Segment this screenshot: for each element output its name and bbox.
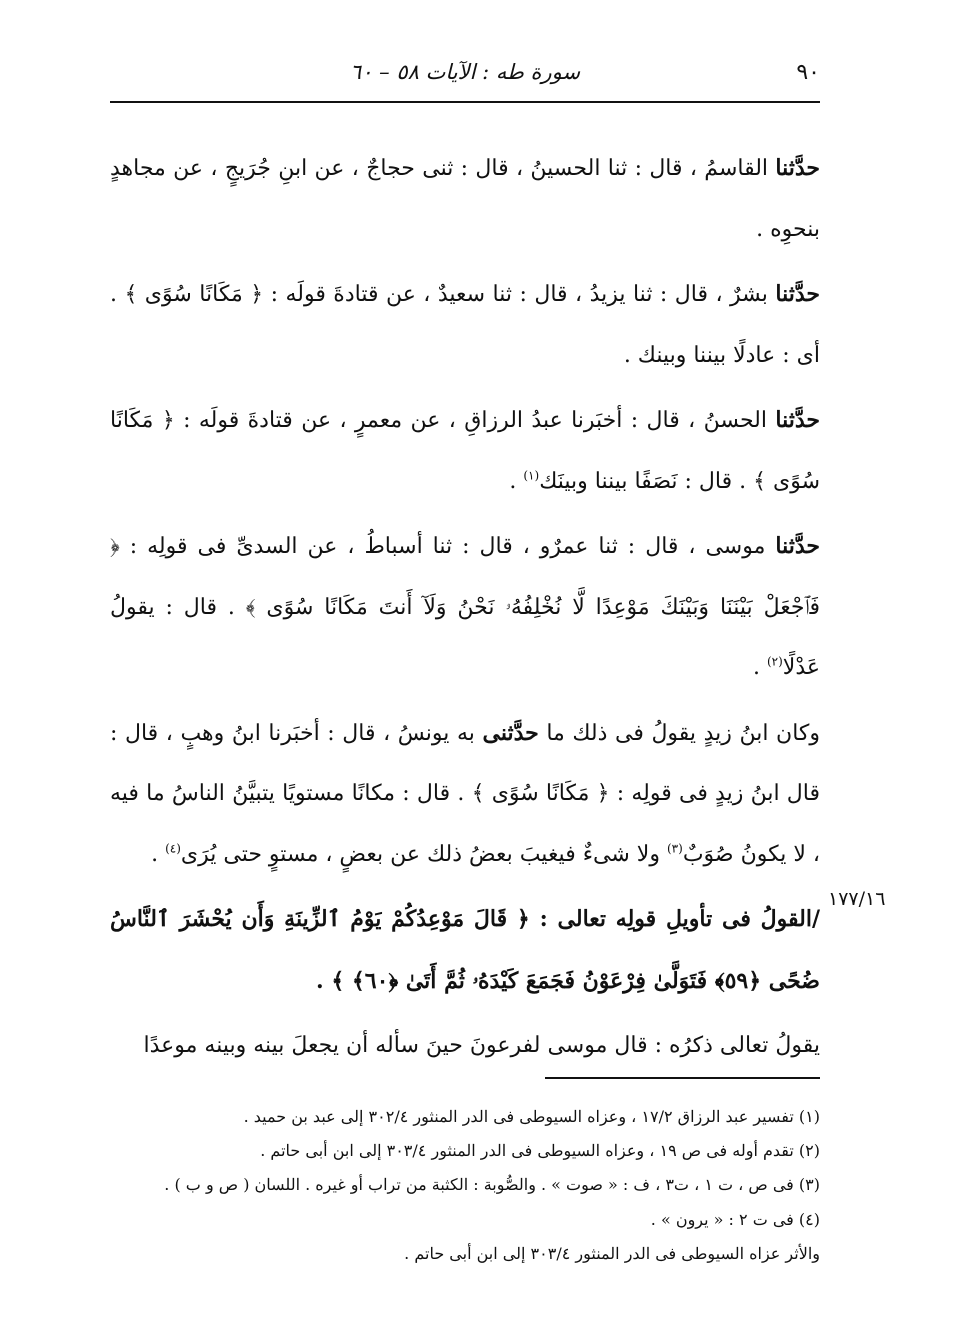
running-header [110,60,820,96]
header-rule [110,101,820,103]
isnad-lead: حدَّثنى [482,719,539,746]
paragraph-text: يقولُ تعالى ذكرُه : قال موسى لفرعونَ حينَ سأله أن يجعلَ بينه وبينه موعدًا [143,1033,820,1058]
paragraph-text: بشرٌ ، قال : ثنا يزيدُ ، قال : ثنا سعيدٌ ، عن قتادةَ قولَه : ﴿ مَكَانًا سُوًى ﴾ . أى : عادلًا بيننا وبينك . [110,282,820,368]
paragraph-7 [110,1016,820,1077]
page-number: ٩٠ [796,60,820,85]
paragraph-5 [110,703,820,886]
paragraph-pre: وكان ابنُ زيدٍ يقولُ فى ذلك ما [538,720,821,746]
footnotes [110,1100,820,1271]
isnad-lead: حدَّثنا [775,281,820,307]
paragraph-tail: . [752,655,767,680]
main-text [110,138,820,1077]
isnad-lead: حدَّثنا [775,155,820,181]
paragraph-6 [110,889,820,1012]
quran-verse: ﴿ قَالَ مَوْعِدُكُمْ يَوْمُ ٱلزِّينَةِ وَأَن يُحْشَرَ ٱلنَّاسُ ضُحًى ﴿٥٩﴾ فَتَوَلَّىٰ فِرْعَوْنُ فَجَمَعَ كَيْدَهُۥ ثُمَّ أَتَىٰ ﴿٦٠﴾ ﴾ . [110,906,820,994]
footnote-marker[interactable]: (٣) [666,841,683,856]
paragraph-text: به يونسُ ، قال : أخبَرنا ابنُ وهبٍ ، قال : قال ابنُ زيدٍ فى قولِه : ﴿ مَكَانًا سُوًى ﴾ . قال : مكانًا مستويًا يتبيَّنُ الناسُ ما فيه ، لا يكونُ صُوَبٌ [110,720,820,867]
isnad-lead: حدَّثنا [775,533,820,559]
footnote-rule [545,1077,820,1079]
footnote-marker[interactable]: (١) [523,468,540,483]
paragraph-4 [110,516,820,699]
section-heading: /القولُ فى تأويلِ قولِه تعالى : [539,906,820,932]
footnote-2: (٢) تقدم أوله فى ص ١٩ ، وعزاه السيوطى فى الدر المنثور ٣٠٣/٤ إلى ابن أبى حاتم . [260,1141,820,1161]
paragraph-mid: ولا شىءٌ فيغيبَ بعضُ ذلك عن بعضٍ ، مستوٍ حتى يُرَى [180,841,667,867]
paragraph-1 [110,138,820,260]
paragraph-text: القاسمُ ، قال : ثنا الحسينُ ، قال : ثنى حجاجٌ ، عن ابنِ جُرَيجٍ ، عن مجاهدٍ بنحوِه . [110,156,820,242]
footnote-4-continued: والأثر عزاه السيوطى فى الدر المنثور ٣٠٣/٤ إلى ابن أبى حاتم . [404,1243,820,1263]
paragraph-tail: . [509,468,524,494]
paragraph-text: موسى ، قال : ثنا عمرٌو ، قال : ثنا أسباطُ ، عن السدىِّ فى قولِه : ﴿ فَٱجْعَلْ بَيْنَنَا وَبَيْنَكَ مَوْعِدًا لَّا نُخْلِفُهُۥ نَحْنُ وَلَآ أَنتَ مَكَانًا سُوًى ﴾ . قال : يقولُ عَدْلًا [110,534,820,680]
paragraph-text: الحسنُ ، قال : أخبَرنا عبدُ الرزاقِ ، عن معمرٍ ، عن قتادةَ قولَه : ﴿ مَكَانًا سُوًى ﴾ . قال : نَصَفًا بيننا وبينَك [110,408,820,494]
isnad-lead: حدَّثنا [775,407,820,433]
footnote-marker[interactable]: (٤) [165,841,181,856]
paragraph-2 [110,264,820,386]
footnote-1: (١) تفسير عبد الرزاق ١٧/٢ ، وعزاه السيوطى فى الدر المنثور ٣٠٢/٤ إلى عبد بن حميد . [243,1107,820,1126]
paragraph-3 [110,390,820,512]
footnote-4: (٤) فى ت ٢ : « يرون » . [650,1209,820,1229]
footnote-marker[interactable]: (٢) [766,654,783,669]
header-title: سورة طه : الآيات ٥٨ – ٦٠ [349,60,581,84]
paragraph-tail: . [151,841,166,867]
margin-reference: ١٧٧/١٦ [828,888,886,910]
footnote-3: (٣) فى ص ، ت ١ ، ت٣ ، ف : « صوت » . والصُّوبة : الكثبة من تراب أو غيره . اللسان ( ص و ب ) . [164,1175,820,1195]
